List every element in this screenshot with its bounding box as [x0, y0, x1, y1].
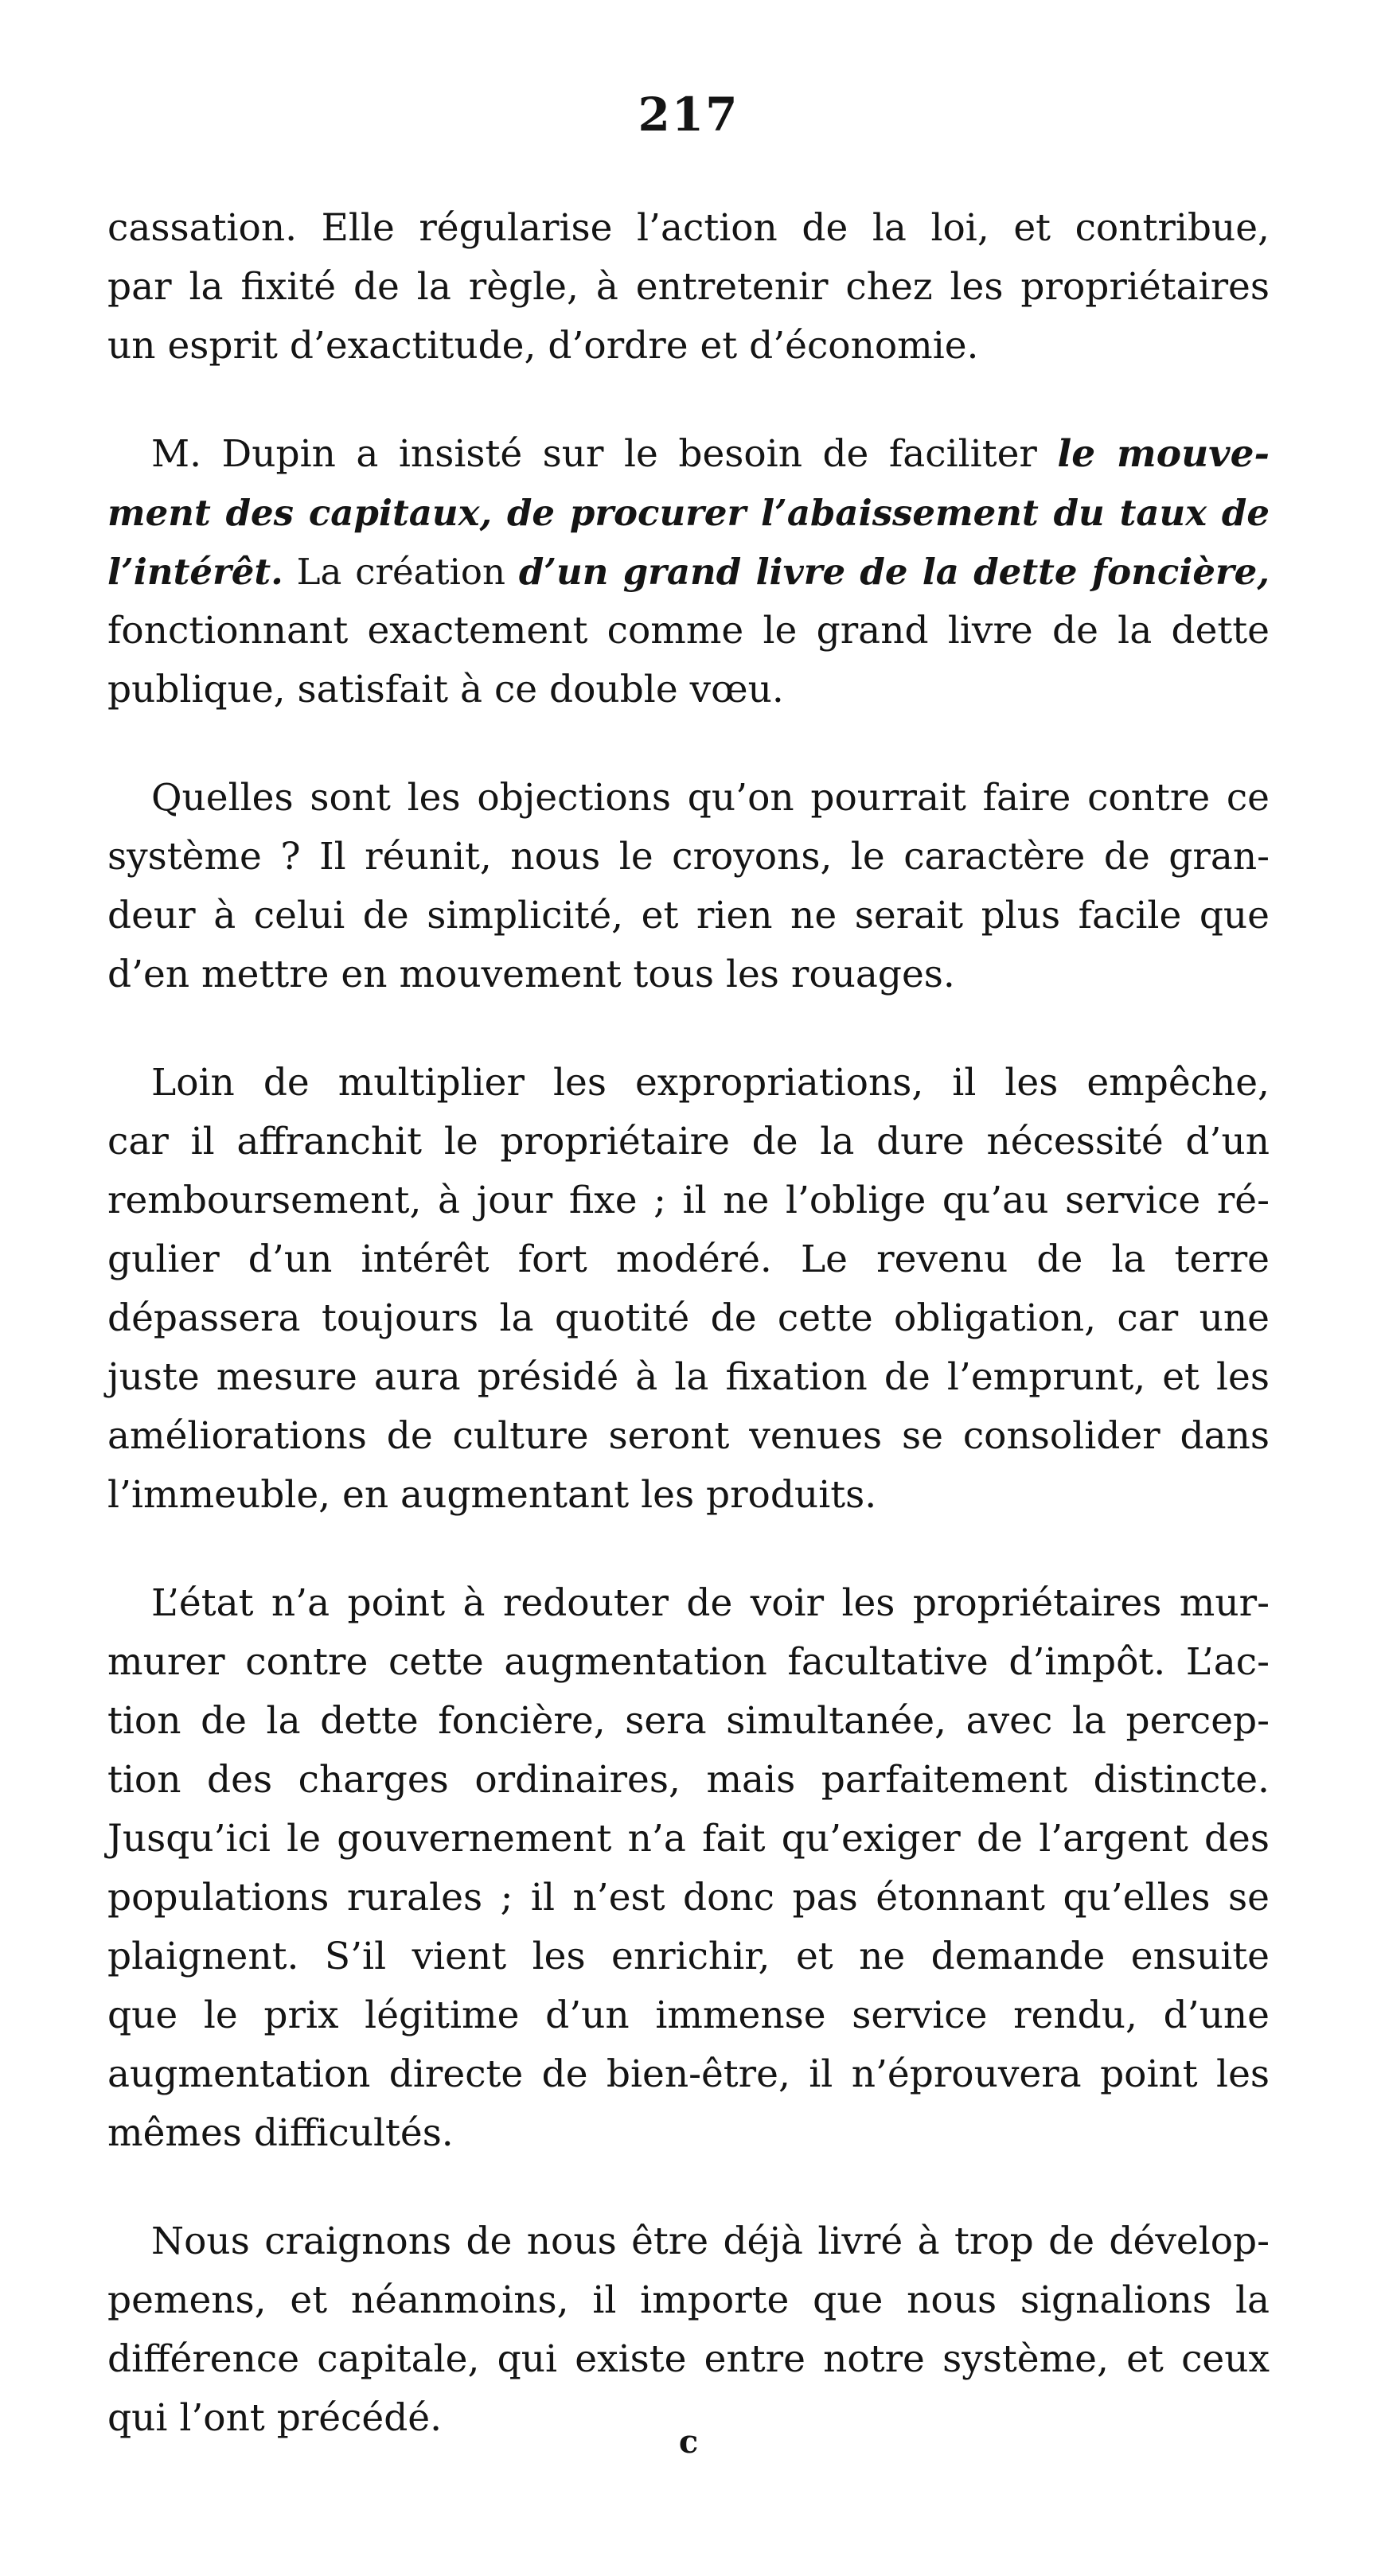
emphasized-text: l’intérêt. [107, 551, 283, 593]
text-line [107, 2212, 1270, 2271]
paragraph [107, 1574, 1270, 2163]
emphasized-text: le mouve- [1057, 432, 1270, 476]
paragraph [107, 2212, 1270, 2448]
text-run: murer contre cette augmentation facultative d’impôt. L’ac- [107, 1640, 1270, 1684]
text-line [107, 887, 1270, 945]
text-line [107, 1633, 1270, 1692]
text-run: dépassera toujours la quotité de cette obligation, car une [107, 1296, 1270, 1340]
text-line [107, 2330, 1270, 2389]
text-line [107, 1407, 1270, 1466]
text-run: car il affranchit le propriétaire de la dure nécessité d’un [107, 1120, 1270, 1163]
text-line [107, 1466, 1270, 1525]
text-run: La création [283, 551, 519, 593]
text-line [107, 2271, 1270, 2330]
text-line [107, 1869, 1270, 1927]
text-run: Loin de multiplier les expropriations, il les empêche, [151, 1061, 1270, 1105]
text-line [107, 1054, 1270, 1113]
text-line [107, 1348, 1270, 1407]
text-run: tion de la dette foncière, sera simultanée, avec la percep- [107, 1699, 1270, 1743]
text-run: juste mesure aura présidé à la fixation de l’emprunt, et les [107, 1355, 1270, 1399]
text-line [107, 1927, 1270, 1986]
text-line [107, 425, 1270, 484]
emphasized-text: ment des capitaux, de procurer l’abaissement du taux de [107, 492, 1270, 534]
text-line [107, 258, 1270, 317]
text-line [107, 543, 1270, 602]
text-run: fonctionnant exactement comme le grand livre de la dette [107, 609, 1270, 653]
text-line [107, 1289, 1270, 1348]
text-run: système ? Il réunit, nous le croyons, le caractère de gran- [107, 835, 1270, 879]
text-line [107, 1810, 1270, 1869]
text-run: Jusqu’ici le gouvernement n’a fait qu’exiger de l’argent des [107, 1817, 1270, 1861]
signature-mark: c [678, 2423, 699, 2461]
text-run: que le prix légitime d’un immense service rendu, d’une [107, 1993, 1270, 2037]
text-run: Nous craignons de nous être déjà livré à trop de dévelop- [151, 2219, 1270, 2263]
text-line [107, 317, 1270, 376]
emphasized-text: d’un grand livre de la dette foncière, [518, 551, 1270, 593]
text-run: M. Dupin a insisté sur le besoin de faciliter [151, 432, 1058, 476]
paragraph [107, 199, 1270, 376]
text-line [107, 945, 1270, 1004]
text-run: qui l’ont précédé. [107, 2396, 443, 2440]
text-run: plaignent. S’il vient les enrichir, et ne demande ensuite [107, 1935, 1270, 1978]
text-run: différence capitale, qui existe entre notre système, et ceux [107, 2337, 1270, 2381]
text-line [107, 602, 1270, 661]
text-run: d’en mettre en mouvement tous les rouages. [107, 953, 955, 996]
text-line [107, 661, 1270, 719]
text-run: améliorations de culture seront venues se consolider dans [107, 1414, 1270, 1458]
text-run: L’état n’a point à redouter de voir les propriétaires mur- [151, 1581, 1270, 1625]
text-run: cassation. Elle régularise l’action de la loi, et contribue, [107, 206, 1270, 250]
text-run: tion des charges ordinaires, mais parfaitement distincte. [107, 1758, 1270, 1802]
text-run: Quelles sont les objections qu’on pourrait faire contre ce [151, 776, 1270, 820]
text-run: remboursement, à jour fixe ; il ne l’oblige qu’au service ré- [107, 1179, 1270, 1222]
text-line [107, 769, 1270, 828]
text-line [107, 828, 1270, 887]
paragraph [107, 1054, 1270, 1525]
text-line [107, 1751, 1270, 1810]
text-run: deur à celui de simplicité, et rien ne serait plus facile que [107, 894, 1270, 937]
text-line [107, 1230, 1270, 1289]
text-run: mêmes difficultés. [107, 2111, 454, 2155]
text-line [107, 1986, 1270, 2045]
paragraph [107, 769, 1270, 1004]
text-run: populations rurales ; il n’est donc pas étonnant qu’elles se [107, 1876, 1270, 1919]
body-text [107, 199, 1270, 2448]
text-line [107, 1113, 1270, 1171]
text-line [107, 2104, 1270, 2163]
text-run: l’immeuble, en augmentant les produits. [107, 1473, 877, 1517]
page-number: 217 [638, 88, 739, 142]
text-run: gulier d’un intérêt fort modéré. Le revenu de la terre [107, 1237, 1270, 1281]
text-line [107, 1574, 1270, 1633]
text-line [107, 199, 1270, 258]
text-line [107, 484, 1270, 543]
text-line [107, 2045, 1270, 2104]
text-run: par la fixité de la règle, à entretenir chez les propriétaires [107, 265, 1270, 309]
text-run: pemens, et néanmoins, il importe que nous signalions la [107, 2278, 1270, 2322]
text-run: augmentation directe de bien-être, il n’éprouvera point les [107, 2052, 1270, 2096]
text-run: publique, satisfait à ce double vœu. [107, 668, 784, 711]
text-run: un esprit d’exactitude, d’ordre et d’économie. [107, 324, 979, 368]
text-line [107, 1171, 1270, 1230]
paragraph [107, 425, 1270, 719]
text-line [107, 1692, 1270, 1751]
